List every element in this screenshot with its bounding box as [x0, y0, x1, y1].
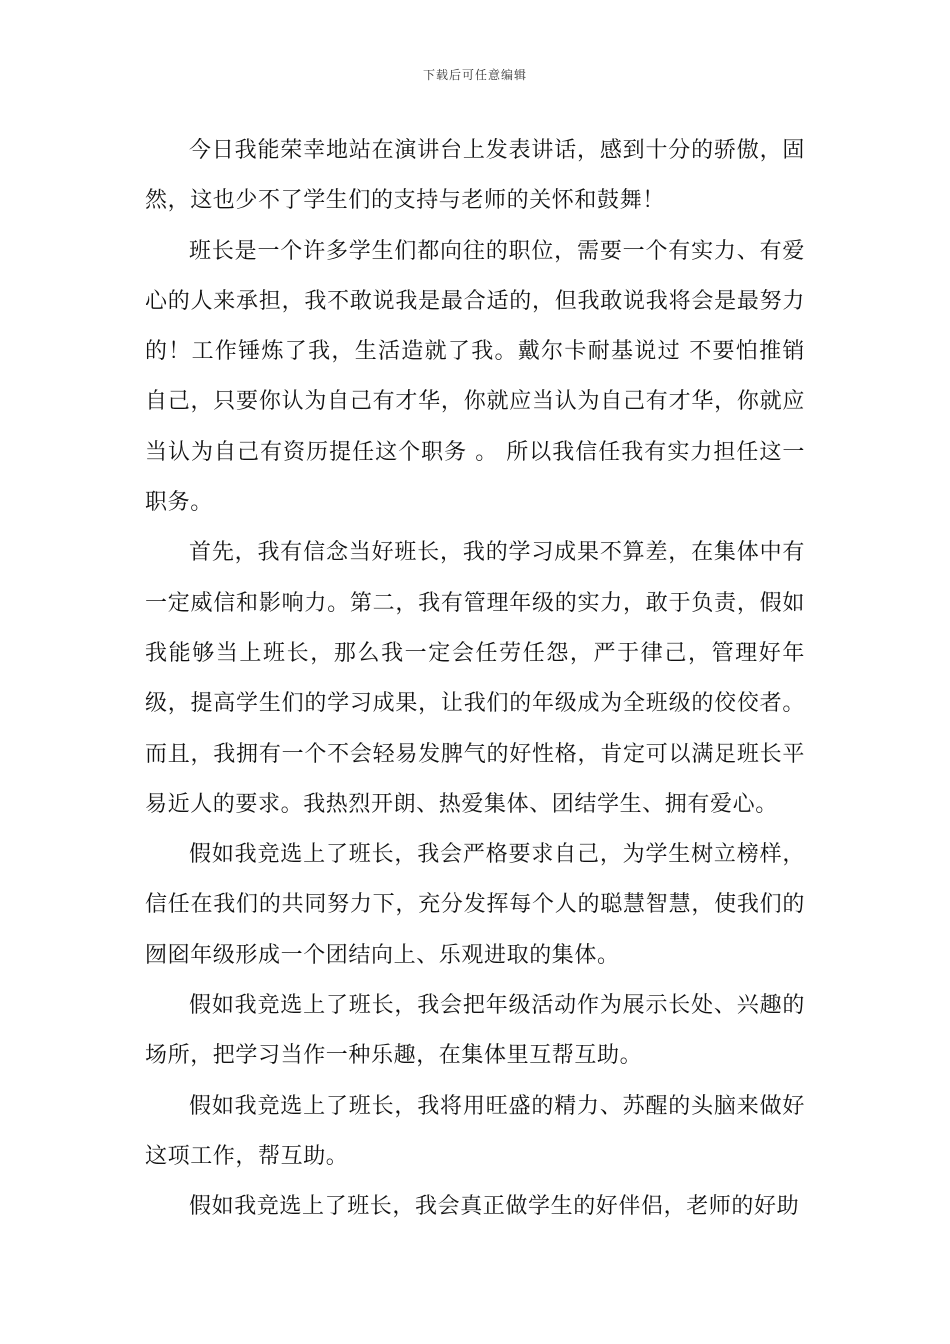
paragraph-4: 假如我竞选上了班长，我会严格要求自己，为学生树立榜样，信任在我们的共同努力下，充分发挥每个人的聪慧智慧，使我们的囫囵年级形成一个团结向上、乐观进取的集体。 [145, 842, 805, 968]
paragraph-3: 首先，我有信念当好班长，我的学习成果不算差，在集体中有一定威信和影响力。第二，我有管理年级的实力，敢于负责，假如我能够当上班长，那么我一定会任劳任怨，严于律己，管理好年级，提高学生们的学习成果，让我们的年级成为全班级的佼佼者。而且，我拥有一个不会轻易发脾气的好性格，肯定可以满足班长平易近人的要求。我热烈开朗、热爱集体、团结学生、拥有爱心。 [145, 540, 805, 817]
document-body [145, 126, 805, 1233]
paragraph-5: 假如我竞选上了班长，我会把年级活动作为展示长处、兴趣的场所，把学习当作一种乐趣，在集体里互帮互助。 [145, 993, 805, 1069]
page-header: 下载后可任意编辑 [422, 68, 527, 82]
paragraph-1: 今日我能荣幸地站在演讲台上发表讲话，感到十分的骄傲，固然，这也少不了学生们的支持与老师的关怀和鼓舞！ [145, 138, 805, 214]
paragraph-2: 班长是一个许多学生们都向往的职位，需要一个有实力、有爱心的人来承担，我不敢说我是最合适的，但我敢说我将会是最努力的！工作锤炼了我，生活造就了我。戴尔卡耐基说过 不要怕推销自己，只要你认为自己有才华，你就应当认为自己有才华，你就应当认为自己有资历提任这个职务 。 所以我信任我有实力担任这一职务。 [145, 238, 805, 516]
paragraph-6: 假如我竞选上了班长，我将用旺盛的精力、苏醒的头脑来做好这项工作，帮互助。 [145, 1093, 805, 1169]
paragraph-7: 假如我竞选上了班长，我会真正做学生的好伴侣，老师的好助 [189, 1194, 800, 1220]
